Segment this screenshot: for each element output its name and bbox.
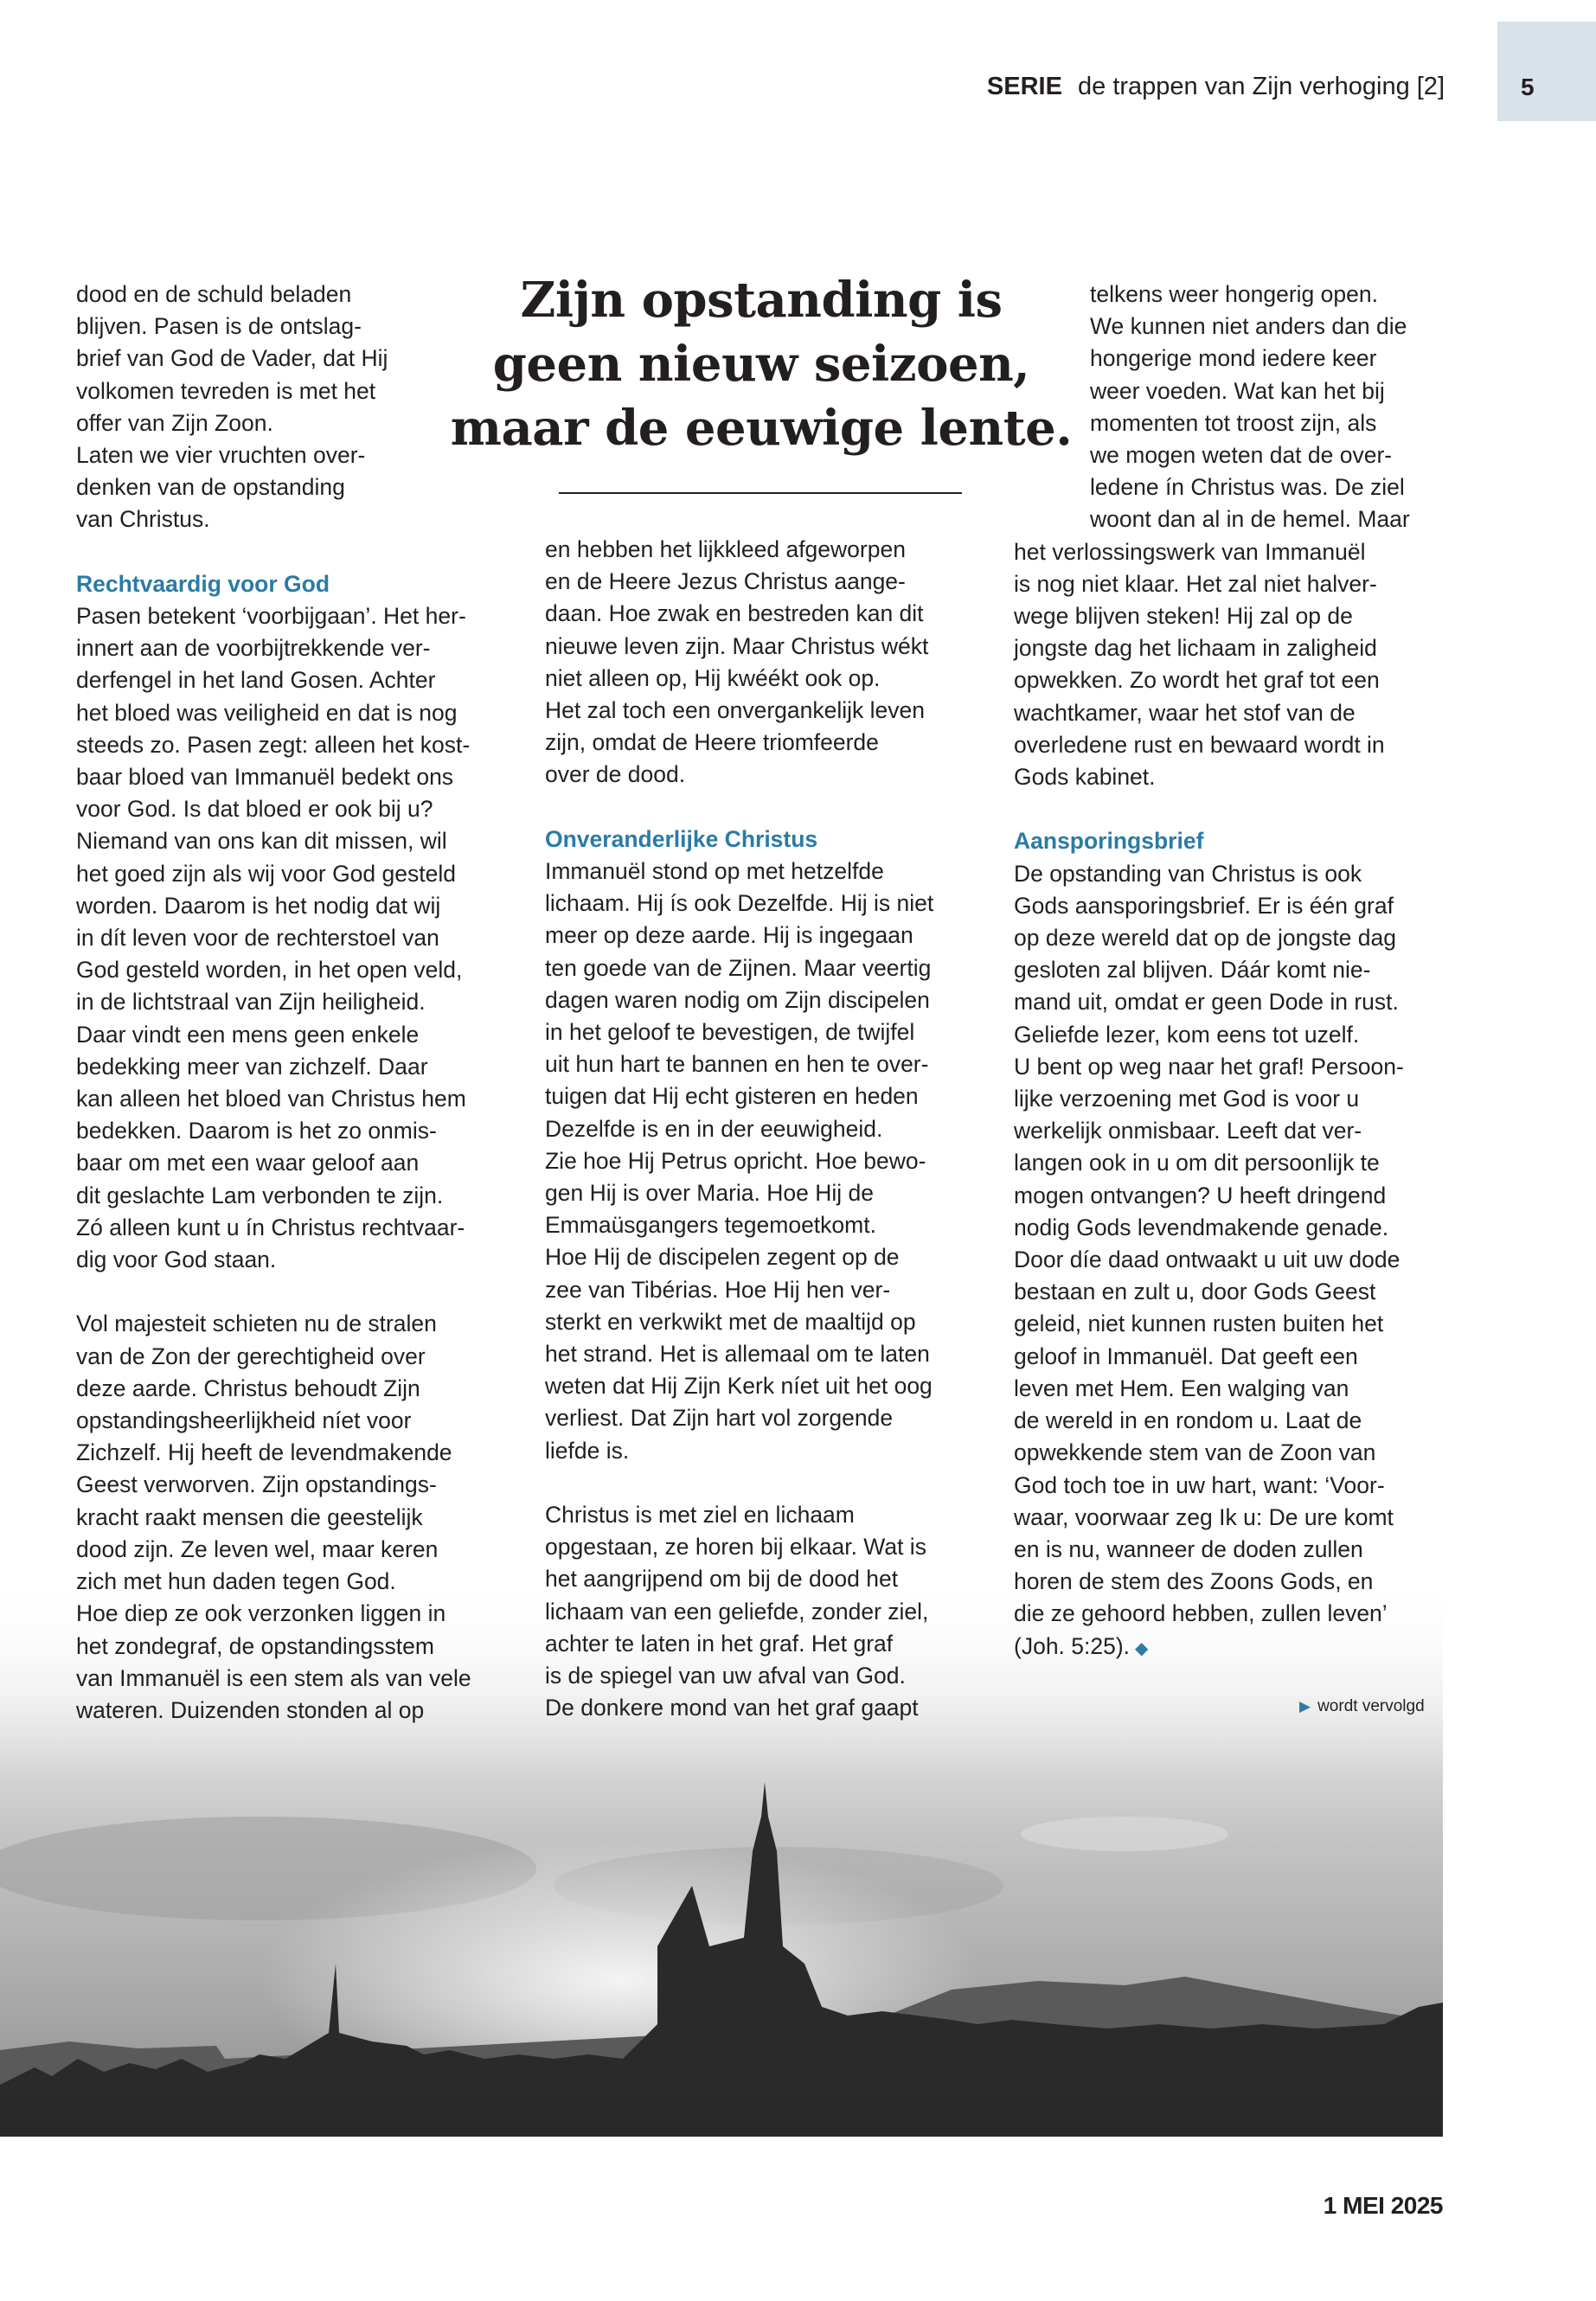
- text-line: en hebben het lijkkleed afgeworpen: [545, 536, 906, 562]
- continued-note: [1299, 1697, 1425, 1716]
- text-line: mand uit, omdat er geen Dode in rust.: [1014, 989, 1399, 1016]
- text-line: bedekking meer van zichzelf. Daar: [76, 1053, 428, 1080]
- text-line: op deze wereld dat op de jongste dag: [1014, 925, 1396, 952]
- text-line: innert aan de voorbijtrekkende ver-: [76, 635, 431, 662]
- text-line: zijn, omdat de Heere triomfeerde: [545, 729, 879, 756]
- text-line: weten dat Hij Zijn Kerk níet uit het oog: [545, 1373, 933, 1400]
- text-line: telkens weer hongerig open.: [1090, 281, 1378, 307]
- triangle-right-icon: ▶: [1299, 1698, 1311, 1715]
- text-line: sterkt en verkwikt met de maaltijd op: [545, 1308, 916, 1335]
- text-line: dagen waren nodig om Zijn discipelen: [545, 986, 930, 1013]
- text-line: horen de stem des Zoons Gods, en: [1014, 1568, 1374, 1595]
- text-line: denken van de opstanding: [76, 474, 345, 501]
- pull-quote-line: geen nieuw seizoen,: [492, 336, 1030, 393]
- text-line: wachtkamer, waar het stof van de: [1014, 699, 1356, 726]
- text-line: Vol majesteit schieten nu de stralen: [76, 1311, 437, 1337]
- text-line: wateren. Duizenden stonden al op: [76, 1696, 425, 1723]
- text-line: bestaan en zult u, door Gods Geest: [1014, 1279, 1376, 1305]
- text-line: Dezelfde is en in der eeuwigheid.: [545, 1115, 883, 1142]
- text-line: Daar vindt een mens geen enkele: [76, 1021, 420, 1048]
- text-line: het zondegraf, de opstandingsstem: [76, 1632, 434, 1659]
- text-line: opgestaan, ze horen bij elkaar. Wat is: [545, 1534, 926, 1561]
- text-line: zee van Tibérias. Hoe Hij hen ver-: [545, 1276, 891, 1303]
- text-line: Gods kabinet.: [1014, 764, 1156, 791]
- text-line: Hoe Hij de discipelen zegent op de: [545, 1244, 900, 1271]
- text-line: leven met Hem. Een walging van: [1014, 1375, 1349, 1401]
- text-line: van Christus.: [76, 506, 210, 533]
- text-line: Het zal toch een onvergankelijk leven: [545, 697, 925, 724]
- text-line: wege blijven steken! Hij zal op de: [1014, 603, 1353, 630]
- text-line: tuigen dat Hij echt gisteren en heden: [545, 1083, 919, 1110]
- text-line: dit geslachte Lam verbonden te zijn.: [76, 1182, 444, 1208]
- series-title: de trappen van Zijn verhoging [2]: [1078, 73, 1445, 100]
- text-line: dig voor God staan.: [76, 1247, 277, 1273]
- text-line: bedekken. Daarom is het zo onmis-: [76, 1118, 437, 1144]
- text-line: ledene ín Christus was. De ziel: [1090, 474, 1405, 501]
- column-3: [1014, 279, 1455, 1665]
- text-line: daan. Hoe zwak en bestreden kan dit: [545, 600, 924, 627]
- text-line: opstandingsheerlijkheid níet voor: [76, 1407, 412, 1434]
- text-line: niet alleen op, Hij kwéékt ook op.: [545, 664, 881, 691]
- text-line: weer voeden. Wat kan het bij: [1090, 377, 1385, 404]
- diamond-end-icon: ◆: [1135, 1638, 1149, 1658]
- text-line: U bent op weg naar het graf! Persoon-: [1014, 1053, 1404, 1080]
- intro-paragraph: [76, 279, 517, 536]
- text-line: We kunnen niet anders dan die: [1090, 313, 1407, 340]
- text-line: Gods aansporingsbrief. Er is één graf: [1014, 892, 1394, 919]
- text-line: deze aarde. Christus behoudt Zijn: [76, 1375, 420, 1401]
- text-line: het goed zijn als wij voor God gesteld: [76, 860, 456, 887]
- text-line: geleid, niet kunnen rusten buiten het: [1014, 1311, 1384, 1337]
- text-line: volkomen tevreden is met het: [76, 377, 376, 404]
- text-line: Zichzelf. Hij heeft de levendmakende: [76, 1439, 452, 1466]
- paragraph: [1014, 536, 1455, 794]
- column-1: [76, 279, 517, 1727]
- text-line: opwekken. Zo wordt het graf tot een: [1014, 667, 1380, 694]
- text-line: Geliefde lezer, kom eens tot uzelf.: [1014, 1021, 1360, 1048]
- text-line: over de dood.: [545, 761, 686, 788]
- pull-quote-line: Zijn opstanding is: [520, 272, 1003, 329]
- section-heading-aansporingsbrief: Aansporingsbrief: [1014, 828, 1204, 855]
- text-line: ten goede van de Zijnen. Maar veertig: [545, 954, 932, 981]
- text-line: uit hun hart te bannen en hen te over-: [545, 1051, 929, 1078]
- text-line: Christus is met ziel en lichaam: [545, 1502, 855, 1529]
- text-line: dood en de schuld beladen: [76, 281, 352, 307]
- pull-quote-line: maar de eeuwige lente.: [450, 400, 1073, 457]
- text-line: geloof in Immanuël. Dat geeft een: [1014, 1343, 1358, 1369]
- text-line: baar om met een waar geloof aan: [76, 1150, 420, 1176]
- running-header: [987, 73, 1445, 101]
- page-number: 5: [1521, 74, 1535, 100]
- text-line: Door díe daad ontwaakt u uit uw dode: [1014, 1247, 1401, 1273]
- text-line: lijke verzoening met God is voor u: [1014, 1086, 1360, 1112]
- text-line: we mogen weten dat de over-: [1090, 442, 1393, 469]
- text-line: en de Heere Jezus Christus aange-: [545, 568, 906, 595]
- text-line: Pasen betekent ‘voorbijgaan’. Het her-: [76, 603, 466, 630]
- text-line: in dít leven voor de rechterstoel van: [76, 925, 439, 952]
- text-line: Laten we vier vruchten over-: [76, 442, 366, 469]
- continued-label: wordt vervolgd: [1317, 1697, 1425, 1715]
- page-number-box: [1497, 22, 1596, 121]
- text-line: Hoe diep ze ook verzonken liggen in: [76, 1600, 446, 1627]
- paragraph: [76, 1308, 517, 1727]
- text-line: God toch toe in uw hart, want: ‘Voor-: [1014, 1471, 1385, 1498]
- text-line: de wereld in en rondom u. Laat de: [1014, 1407, 1362, 1434]
- pull-quote: [450, 268, 1073, 460]
- text-line: jongste dag het lichaam in zaligheid: [1014, 635, 1377, 662]
- text-line: gesloten zal blijven. Dáár komt nie-: [1014, 957, 1371, 984]
- text-line: verliest. Dat Zijn hart vol zorgende: [545, 1405, 894, 1432]
- text-line: is de spiegel van uw afval van God.: [545, 1663, 906, 1689]
- text-line: hongerige mond iedere keer: [1090, 345, 1377, 372]
- text-line: meer op deze aarde. Hij is ingegaan: [545, 922, 913, 949]
- text-line: mogen ontvangen? U heeft dringend: [1014, 1182, 1387, 1208]
- text-line: het bloed was veiligheid en dat is nog: [76, 699, 458, 726]
- text-line: baar bloed van Immanuël bedekt ons: [76, 764, 454, 791]
- text-line: in de lichtstraal van Zijn heiligheid.: [76, 989, 426, 1016]
- text-line: nodig Gods levendmakende genade.: [1014, 1214, 1389, 1240]
- text-line: Zie hoe Hij Petrus opricht. Hoe bewo-: [545, 1147, 926, 1174]
- text-line: van de Zon der gerechtigheid over: [76, 1343, 426, 1369]
- text-line: worden. Daarom is het nodig dat wij: [76, 892, 441, 919]
- indented-paragraph: [1014, 279, 1455, 536]
- text-line: werkelijk onmisbaar. Leeft dat ver-: [1014, 1118, 1362, 1144]
- text-line: die ze gehoord hebben, zullen leven’: [1014, 1600, 1388, 1627]
- text-line: woont dan al in de hemel. Maar: [1090, 506, 1410, 533]
- text-line: brief van God de Vader, dat Hij: [76, 345, 388, 372]
- text-line: steeds zo. Pasen zegt: alleen het kost-: [76, 731, 471, 758]
- text-line: Geest verworven. Zijn opstandings-: [76, 1471, 437, 1498]
- text-line: het aangrijpend om bij de dood het: [545, 1566, 899, 1593]
- text-line: waar, voorwaar zeg Ik u: De ure komt: [1014, 1503, 1394, 1530]
- text-line: van Immanuël is een stem als van vele: [76, 1664, 471, 1691]
- text-line: het strand. Het is allemaal om te laten: [545, 1341, 930, 1368]
- text-line: achter te laten in het graf. Het graf: [545, 1630, 894, 1657]
- text-line: blijven. Pasen is de ontslag-: [76, 313, 362, 340]
- text-line: derfengel in het land Gosen. Achter: [76, 667, 436, 694]
- issue-date: 1 MEI 2025: [1323, 2192, 1443, 2219]
- text-line: God gesteld worden, in het open veld,: [76, 957, 463, 984]
- text-line: nieuwe leven zijn. Maar Christus wékt: [545, 632, 929, 659]
- text-line-content: (Joh. 5:25).: [1014, 1632, 1131, 1659]
- text-line: Immanuël stond op met hetzelfde: [545, 858, 884, 885]
- column-2: [545, 534, 986, 1724]
- section-heading-onveranderlijke: Onveranderlijke Christus: [545, 825, 818, 852]
- text-line: De opstanding van Christus is ook: [1014, 860, 1362, 887]
- paragraph: [545, 534, 986, 792]
- text-line: lichaam van een geliefde, zonder ziel,: [545, 1598, 929, 1625]
- text-line: in het geloof te bevestigen, de twijfel: [545, 1019, 915, 1046]
- text-line: is nog niet klaar. Het zal niet halver-: [1014, 570, 1377, 597]
- text-line: kracht raakt mensen die geestelijk: [76, 1503, 423, 1530]
- text-line: momenten tot troost zijn, als: [1090, 409, 1377, 436]
- text-line: kan alleen het bloed van Christus hem: [76, 1086, 466, 1112]
- paragraph: [545, 1499, 986, 1724]
- text-line: offer van Zijn Zoon.: [76, 409, 273, 436]
- text-line: gen Hij is over Maria. Hoe Hij de: [545, 1180, 874, 1207]
- text-line: lichaam. Hij ís ook Dezelfde. Hij is niet: [545, 890, 934, 917]
- text-line: voor God. Is dat bloed er ook bij u?: [76, 796, 433, 823]
- text-line: opwekkende stem van de Zoon van: [1014, 1439, 1376, 1466]
- text-line: dood zijn. Ze leven wel, maar keren: [76, 1535, 439, 1562]
- text-line: en is nu, wanneer de doden zullen: [1014, 1535, 1363, 1562]
- text-line: langen ook in u om dit persoonlijk te: [1014, 1150, 1380, 1176]
- section-paragraph: [545, 856, 986, 1467]
- text-line: De donkere mond van het graf gaapt: [545, 1695, 919, 1721]
- section-paragraph: [1014, 858, 1455, 1665]
- section-paragraph: [76, 600, 517, 1276]
- text-line-last: [1014, 1631, 1455, 1665]
- text-line: zich met hun daden tegen God.: [76, 1568, 396, 1595]
- text-line: Emmaüsgangers tegemoetkomt.: [545, 1212, 876, 1239]
- text-line: Niemand van ons kan dit missen, wil: [76, 828, 447, 855]
- pull-quote-divider: [559, 492, 962, 494]
- text-line: Zó alleen kunt u ín Christus rechtvaar-: [76, 1214, 465, 1240]
- text-line: het verlossingswerk van Immanuël: [1014, 538, 1366, 565]
- series-label: SERIE: [986, 73, 1062, 100]
- text-line: overledene rust en bewaard wordt in: [1014, 731, 1385, 758]
- section-heading-rechtvaardig: Rechtvaardig voor God: [76, 570, 330, 597]
- text-line: liefde is.: [545, 1437, 630, 1464]
